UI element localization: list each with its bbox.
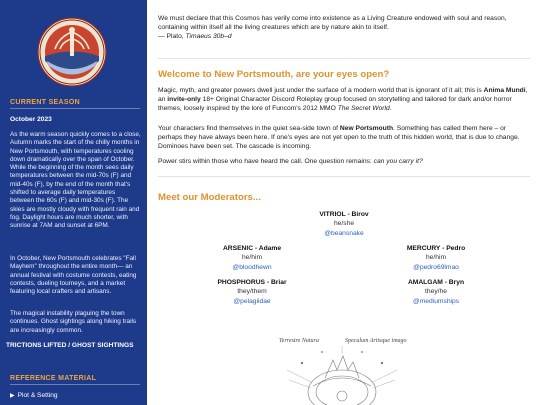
- text: Magic, myth, and greater powers dwell just under the surface of a modern world that is ignorant of it all; this is: [158, 87, 484, 94]
- text: , an: [158, 87, 528, 104]
- divider: [10, 384, 140, 385]
- moderator-name: AMALGAM - Bryn: [407, 279, 465, 286]
- text: 18+ Original Character Discord Roleplay group focused on storytelling and tailored for dark and/or horror themes, loosely inspired by the lore of Funcom's 2012 MMO: [158, 96, 512, 113]
- alchemical-engraving-image: [227, 330, 457, 405]
- moderator-card: [284, 210, 404, 238]
- setting-paragraph: [158, 124, 530, 151]
- season-date: October 2023: [10, 116, 52, 123]
- moderator-card: [192, 278, 312, 306]
- anima-mundi-name: Anima Mundi: [483, 87, 526, 94]
- divider: [10, 108, 140, 109]
- engraving-label-left: Terrestre Natura: [279, 338, 319, 344]
- engraving-label-right: Speculum Artisque imago: [345, 338, 407, 344]
- epigraph-quote: [158, 14, 530, 41]
- moderator-card: [192, 244, 312, 272]
- moderator-handle-link[interactable]: @pelagiidae: [233, 297, 271, 305]
- moderator-name: MERCURY - Pedro: [406, 245, 466, 252]
- welcome-heading: Welcome to New Portsmouth, are your eyes open?: [158, 69, 390, 80]
- reference-item-plot-setting[interactable]: [10, 392, 58, 399]
- moderator-handle-link[interactable]: @bloodhewn: [232, 263, 272, 271]
- moderator-handle-link[interactable]: @pedro69lmao: [413, 263, 459, 271]
- moderator-handle-link[interactable]: @mediumships: [412, 297, 460, 305]
- moderator-list: [158, 210, 530, 340]
- triangle-right-icon: ▶: [10, 393, 15, 399]
- text: Your characters find themselves in the quiet sea-side town of: [158, 125, 340, 132]
- text: . Something has called them here – or perhaps they have always been here. If one's eyes are not yet open to the truth of this hidden world, that is due to change. Dominoes have been set. The cascade is incoming.: [158, 125, 520, 151]
- moderator-handle-link[interactable]: @beansnake: [324, 229, 364, 237]
- moderators-heading: Meet our Moderators...: [158, 192, 261, 203]
- quote-text: We must declare that this Cosmos has verily come into existence as a Living Creature endowed with soul and reason, containing within itself all the living creatures which are by nature akin to itself.: [158, 15, 507, 32]
- divider: [158, 58, 530, 59]
- current-season-heading: CURRENT SEASON: [10, 99, 80, 106]
- sidebar: [0, 0, 147, 405]
- reference-material-heading: REFERENCE MATERIAL: [10, 375, 97, 382]
- question-text: can you carry it?: [373, 158, 423, 165]
- reference-item-label: Plot & Setting: [17, 392, 58, 399]
- anima-mundi-emblem-icon[interactable]: [37, 17, 107, 87]
- text: .: [389, 105, 392, 113]
- news-ticker: TRICTIONS LIFTED / GHOST SIGHTINGS: [6, 342, 134, 349]
- invite-only-label: invite-only: [167, 96, 201, 104]
- moderator-name: VITRIOL - Birov: [319, 211, 369, 218]
- moderator-card: [376, 244, 496, 272]
- moderator-name: ARSENIC - Adame: [222, 245, 282, 252]
- question-paragraph: [158, 157, 530, 166]
- quote-attribution: [158, 32, 530, 41]
- moderator-pronouns: they/them: [237, 288, 267, 296]
- season-weather-text: As the warm season quickly comes to a close, Autumn marks the start of the chilly months in New Portsmouth, with temperatures cooling down dramatically over the span of October. While the beginning of the month sees daily temperatures between the mid-70s (F) and mid-40s (F), by the end of the month that's shifted to average daily temperatures between the 60s (F) and mid-30s (F). The skies are mostly cloudy with frequent rain and fog. Daylight hours are much shorter, with sunrise at 7AM and sunset at 6PM.: [10, 131, 141, 230]
- moderator-pronouns: he/him: [241, 254, 263, 262]
- intro-paragraph: [158, 86, 530, 113]
- moderator-pronouns: he/him: [425, 254, 447, 262]
- attribution-work: Timaeus 30b–d: [185, 33, 232, 41]
- main-content: [147, 0, 540, 405]
- season-magic-text: The magical instability plaguing the town continues. Ghost sightings along hiking trails are increasingly common.: [10, 310, 137, 334]
- season-festival-text: In October, New Portsmouth celebrates "Fall Mayhem" throughout the entire month— an annual festival with costume contests, eating contests, dueling tourneys, and a market featuring local crafters and artisans.: [10, 255, 137, 296]
- text: Power stirs within those who have heard the call. One question remains:: [158, 158, 374, 165]
- secret-world-title: The Secret World: [337, 105, 390, 113]
- divider: [158, 176, 530, 177]
- moderator-card: [376, 278, 496, 306]
- moderator-pronouns: he/she: [333, 220, 355, 228]
- moderator-pronouns: they/he: [425, 288, 447, 296]
- town-name: New Portsmouth: [339, 125, 394, 132]
- attribution-author: — Plato,: [158, 33, 186, 41]
- moderator-name: PHOSPHORUS - Briar: [217, 279, 287, 286]
